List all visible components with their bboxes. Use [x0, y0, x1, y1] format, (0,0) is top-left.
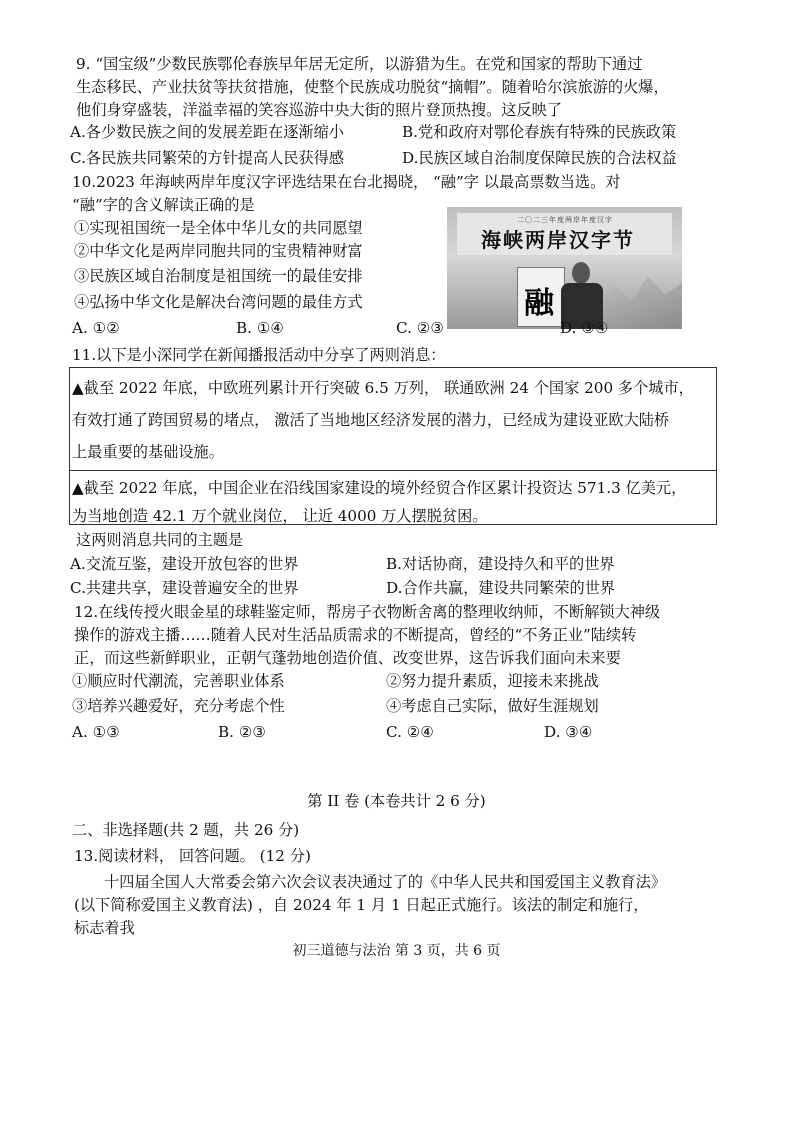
- q12-option-b: B. ②③: [218, 723, 267, 741]
- q11-news2-line1: ▲截至 2022 年底，中国企业在沿线国家建设的境外经贸合作区累计投资达 571.3 亿美元，: [72, 479, 687, 497]
- q10-statement-3: ③民族区域自治制度是祖国统一的最佳安排: [74, 267, 363, 285]
- q10-option-b: B. ①④: [236, 319, 285, 337]
- q11-stem-line1: 11.以下是小深同学在新闻播报活动中分享了两则消息：: [72, 346, 446, 364]
- q9-option-b: B.党和政府对鄂伦春族有特殊的民族政策: [402, 123, 677, 141]
- part2-title: 第 II 卷 (本卷共计 2 6 分): [307, 792, 486, 810]
- q11-option-b: B.对话协商，建设持久和平的世界: [386, 555, 615, 573]
- photo-board-character: 融: [524, 286, 554, 321]
- photo-background-hills: [597, 267, 682, 329]
- photo-character-board: [517, 267, 565, 327]
- photo-banner-caption: 二〇二三年度两岸年度汉字: [517, 216, 613, 224]
- q9-option-c: C.各民族共同繁荣的方针提高人民获得感: [70, 149, 345, 167]
- q9-option-a: A.各少数民族之间的发展差距在逐渐缩小: [70, 123, 344, 141]
- q12-statement-2: ②努力提升素质，迎接未来挑战: [386, 672, 599, 690]
- q13-material-line2: (以下简称爱国主义教育法) ，自 2024 年 1 月 1 日起正式施行。该法的制定和施行，: [74, 896, 649, 914]
- q11-news-box: [69, 367, 717, 525]
- q9-stem-line1: 9. “国宝级”少数民族鄂伦春族早年居无定所，以游猎为生。在党和国家的帮助下通过: [76, 55, 643, 73]
- q12-stem-line2: 操作的游戏主播……随着人民对生活品质需求的不断提高，曾经的“不务正业”陆续转: [74, 626, 637, 644]
- q13-material-line3: 标志着我: [74, 919, 135, 937]
- q12-stem-line3: 正，而这些新鲜职业，正朝气蓬勃地创造价值、改变世界，这告诉我们面向未来要: [74, 649, 621, 667]
- photo-person-head: [572, 262, 590, 284]
- q11-news1-line3: 上最重要的基础设施。: [72, 443, 224, 461]
- q11-news1-line2: 有效打通了跨国贸易的堵点， 激活了当地地区经济发展的潜力，已经成为建设亚欧大陆桥: [72, 411, 670, 429]
- part2-section-heading: 二、非选择题(共 2 题，共 26 分): [72, 821, 300, 839]
- q11-option-a: A.交流互鉴，建设开放包容的世界: [70, 555, 299, 573]
- hanzi-festival-photo: [447, 207, 682, 329]
- q12-statement-4: ④考虑自己实际，做好生涯规划: [386, 697, 599, 715]
- q12-option-a: A. ①③: [72, 723, 120, 741]
- q12-option-d: D. ③④: [544, 723, 593, 741]
- q10-statement-1: ①实现祖国统一是全体中华儿女的共同愿望: [74, 219, 363, 237]
- q13-material-line1: 十四届全国人大常委会第六次会议表决通过了的《中华人民共和国爱国主义教育法》: [104, 873, 666, 891]
- q10-stem-line2: “融”字的含义解读正确的是: [72, 196, 255, 214]
- q10-option-c: C. ②③: [396, 319, 444, 337]
- q10-statement-4: ④弘扬中华文化是解决台湾问题的最佳方式: [74, 293, 363, 311]
- q12-statement-1: ①顺应时代潮流，完善职业体系: [72, 672, 285, 690]
- q11-news-divider: [70, 470, 716, 471]
- q11-stem-line2: 这两则消息共同的主题是: [76, 531, 244, 549]
- q12-stem-line1: 12.在线传授火眼金星的球鞋鉴定师，帮房子衣物断舍离的整理收纳师，不断解锁大神级: [74, 603, 661, 621]
- q12-option-c: C. ②④: [386, 723, 434, 741]
- q11-option-c: C.共建共享，建设普遍安全的世界: [70, 579, 299, 597]
- q9-stem-line3: 他们身穿盛装，洋溢幸福的笑容巡游中央大街的照片登顶热搜。这反映了: [76, 101, 562, 119]
- q9-option-d: D.民族区域自治制度保障民族的合法权益: [402, 149, 677, 167]
- q11-news2-line2: 为当地创造 42.1 万个就业岗位， 让近 4000 万人摆脱贫困。: [72, 507, 488, 525]
- q10-statement-2: ②中华文化是两岸同胞共同的宝贵精神财富: [74, 242, 363, 260]
- q13-title: 13.阅读材料， 回答问题。 (12 分): [74, 847, 311, 865]
- q10-stem-line1: 10.2023 年海峡两岸年度汉字评选结果在台北揭晓， “融”字 以最高票数当选。对: [72, 173, 621, 191]
- q12-statement-3: ③培养兴趣爱好，充分考虑个性: [72, 697, 285, 715]
- photo-banner-calligraphy: 海峡两岸汉字节: [481, 228, 635, 252]
- q11-option-d: D.合作共赢，建设共同繁荣的世界: [386, 579, 616, 597]
- q9-stem-line2: 生态移民、产业扶贫等扶贫措施，使整个民族成功脱贫“摘帽”。随着哈尔滨旅游的火爆，: [76, 78, 669, 96]
- q11-news1-line1: ▲截至 2022 年底，中欧班列累计开行突破 6.5 万列， 联通欧洲 24 个国家 200 多个城市，: [72, 379, 694, 397]
- page-footer: 初三道德与法治 第 3 页，共 6 页: [292, 943, 501, 959]
- q10-option-a: A. ①②: [72, 319, 120, 337]
- q10-option-d: D. ③④: [560, 319, 609, 337]
